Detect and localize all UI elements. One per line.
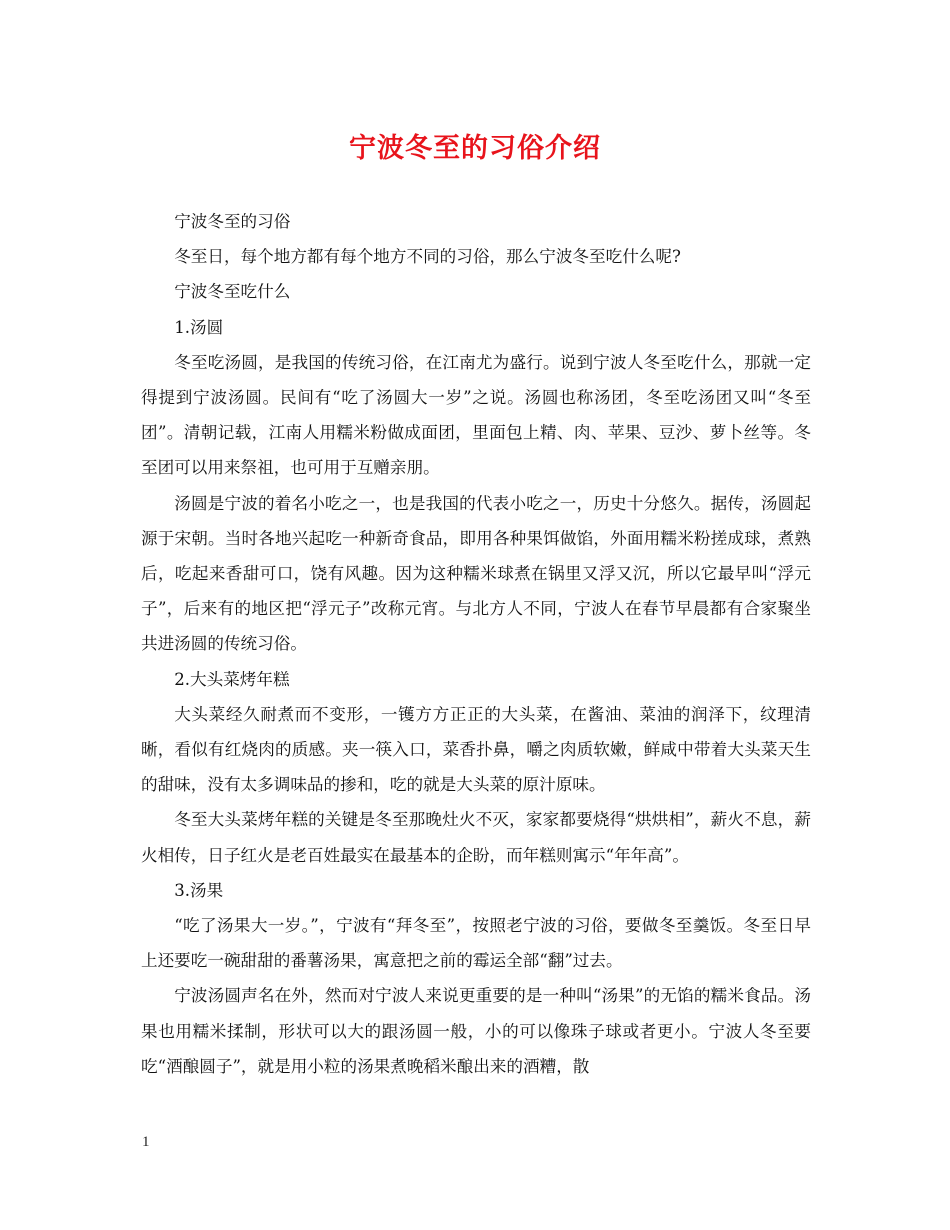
page-number: 1 bbox=[142, 1134, 150, 1150]
body-paragraph: 冬至大头菜烤年糕的关键是冬至那晚灶火不灭，家家都要烧得“烘烘相”，薪火不息，薪火相传，日子红火是老百姓最实在最基本的企盼，而年糕则寓示“年年高”。 bbox=[141, 810, 811, 865]
body-paragraph: 汤圆是宁波的着名小吃之一，也是我国的代表小吃之一，历史十分悠久。据传，汤圆起源于宋朝。当时各地兴起吃一种新奇食品，即用各种果饵做馅，外面用糯米粉搓成球，煮熟后，吃起来香甜可口，饶有风趣。因为这种糯米球煮在锅里又浮又沉，所以它最早叫“浮元子”，后来有的地区把“浮元子”改称元宵。与北方人不同，宁波人在春节早晨都有合家聚坐共进汤圆的传统习俗。 bbox=[141, 493, 811, 654]
body-paragraph: 冬至日，每个地方都有每个地方不同的习俗，那么宁波冬至吃什么呢? bbox=[174, 247, 681, 267]
document-body bbox=[141, 204, 811, 1084]
section-heading: 宁波冬至的习俗 bbox=[174, 212, 291, 231]
list-heading: 2.大头菜烤年糕 bbox=[174, 669, 290, 689]
list-heading: 1.汤圆 bbox=[174, 317, 224, 337]
document-title: 宁波冬至的习俗介绍 bbox=[349, 133, 601, 164]
body-paragraph: 宁波汤圆声名在外，然而对宁波人来说更重要的是一种叫“汤果”的无馅的糯米食品。汤果也用糯米揉制，形状可以大的跟汤圆一般，小的可以像珠子球或者更小。宁波人冬至要吃“酒酿圆子”，就是用小粒的汤果煮晚稻米酿出来的酒糟，散 bbox=[141, 986, 811, 1076]
section-heading: 宁波冬至吃什么 bbox=[174, 282, 291, 302]
body-paragraph: 大头菜经久耐煮而不变形，一镬方方正正的大头菜，在酱油、菜油的润泽下，纹理清晰，看似有红烧肉的质感。夹一筷入口，菜香扑鼻，嚼之肉质软嫩，鲜咸中带着大头菜天生的甜味，没有太多调味品的掺和，吃的就是大头菜的原汁原味。 bbox=[141, 704, 811, 795]
body-paragraph: 冬至吃汤圆，是我国的传统习俗，在江南尤为盛行。说到宁波人冬至吃什么，那就一定得提到宁波汤圆。民间有“吃了汤圆大一岁”之说。汤圆也称汤团，冬至吃汤团又叫“冬至团”。清朝记载，江南人用糯米粉做成面团，里面包上精、肉、苹果、豆沙、萝卜丝等。冬至团可以用来祭祖，也可用于互赠亲朋。 bbox=[141, 352, 811, 478]
list-heading: 3.汤果 bbox=[174, 880, 224, 900]
body-paragraph: “吃了汤果大一岁。”，宁波有“拜冬至”，按照老宁波的习俗，要做冬至羹饭。冬至日早上还要吃一碗甜甜的番薯汤果，寓意把之前的霉运全部“翻”过去。 bbox=[141, 916, 811, 971]
